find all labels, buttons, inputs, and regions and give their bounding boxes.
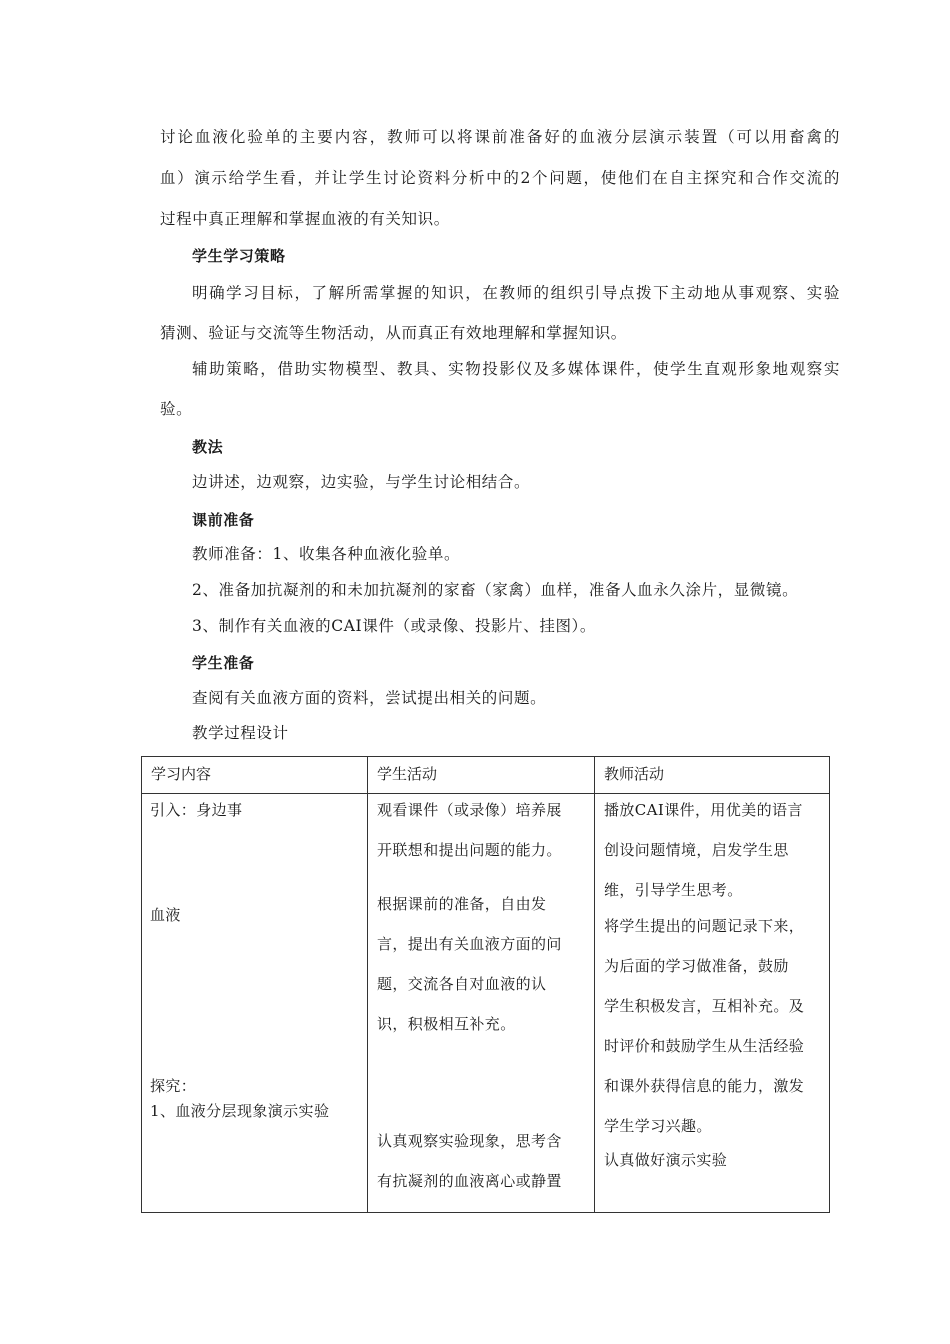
process-table xyxy=(141,756,830,1213)
student-prep-text: 查阅有关血液方面的资料，尝试提出相关的问题。 xyxy=(192,689,547,707)
intro-line-2: 血）演示给学生看，并让学生讨论资料分析中的2个问题，使他们在自主探究和合作交流的 xyxy=(160,169,840,187)
student-activity-line: 有抗凝剂的血液离心或静置 xyxy=(377,1172,562,1190)
method-heading: 教法 xyxy=(192,438,224,456)
intro-line-1: 讨论血液化验单的主要内容，教师可以将课前准备好的血液分层演示装置（可以用畜禽的 xyxy=(160,128,840,146)
teacher-activity-line: 播放CAI课件，用优美的语言 xyxy=(604,801,803,819)
intro-line-3: 过程中真正理解和掌握血液的有关知识。 xyxy=(160,210,450,228)
teacher-activity-line: 认真做好演示实验 xyxy=(604,1151,728,1169)
teacher-activity-line: 创设问题情境，启发学生思 xyxy=(604,841,789,859)
table-header-row xyxy=(142,757,830,794)
teacher-activity-line: 维，引导学生思考。 xyxy=(604,881,743,899)
design-title: 教学过程设计 xyxy=(192,724,289,742)
prep-item-2: 2、准备加抗凝剂的和未加抗凝剂的家畜（家禽）血样，准备人血永久涂片，显微镜。 xyxy=(192,581,799,599)
teacher-activity-line: 将学生提出的问题记录下来， xyxy=(604,917,805,935)
prep-item-3: 3、制作有关血液的CAI课件（或录像、投影片、挂图）。 xyxy=(192,617,596,635)
prep-heading: 课前准备 xyxy=(192,511,255,529)
student-activity-line: 识，积极相互补充。 xyxy=(377,1015,516,1033)
student-activity-line: 观看课件（或录像）培养展 xyxy=(377,801,562,819)
strategy-p2-line-2: 验。 xyxy=(160,400,193,418)
teacher-activity-line: 学生积极发言，互相补充。及 xyxy=(604,997,805,1015)
strategy-p2-line-1: 辅助策略，借助实物模型、教具、实物投影仪及多媒体课件，使学生直观形象地观察实 xyxy=(192,360,840,378)
content-intro: 引入：身边事 xyxy=(150,801,243,819)
strategy-p1-line-2: 猜测、验证与交流等生物活动，从而真正有效地理解和掌握知识。 xyxy=(160,324,627,342)
student-activity-line: 言，提出有关血液方面的问 xyxy=(377,935,562,953)
content-explore: 探究： xyxy=(150,1077,197,1095)
teacher-activity-line: 学生学习兴趣。 xyxy=(604,1117,712,1135)
teacher-activity-line: 时评价和鼓励学生从生活经验 xyxy=(604,1037,805,1055)
strategy-heading: 学生学习策略 xyxy=(192,247,286,265)
table-row xyxy=(142,794,830,1213)
student-prep-heading: 学生准备 xyxy=(192,654,255,672)
strategy-p1-line-1: 明确学习目标，了解所需掌握的知识，在教师的组织引导点拨下主动地从事观察、实验 xyxy=(192,284,840,302)
header-content: 学习内容 xyxy=(151,765,212,783)
header-student-activity: 学生活动 xyxy=(377,765,438,783)
header-teacher-activity: 教师活动 xyxy=(604,765,665,783)
student-activity-line: 题，交流各自对血液的认 xyxy=(377,975,547,993)
teacher-activity-line: 和课外获得信息的能力，激发 xyxy=(604,1077,805,1095)
student-activity-line: 根据课前的准备，自由发 xyxy=(377,895,547,913)
method-text: 边讲述，边观察，边实验，与学生讨论相结合。 xyxy=(192,473,531,491)
teacher-activity-line: 为后面的学习做准备，鼓励 xyxy=(604,957,789,975)
student-activity-line: 认真观察实验现象，思考含 xyxy=(377,1132,562,1150)
prep-item-1: 教师准备：1、收集各种血液化验单。 xyxy=(192,545,461,563)
student-activity-line: 开联想和提出问题的能力。 xyxy=(377,841,562,859)
content-experiment-1: 1、血液分层现象演示实验 xyxy=(150,1102,330,1120)
content-blood: 血液 xyxy=(150,906,181,924)
